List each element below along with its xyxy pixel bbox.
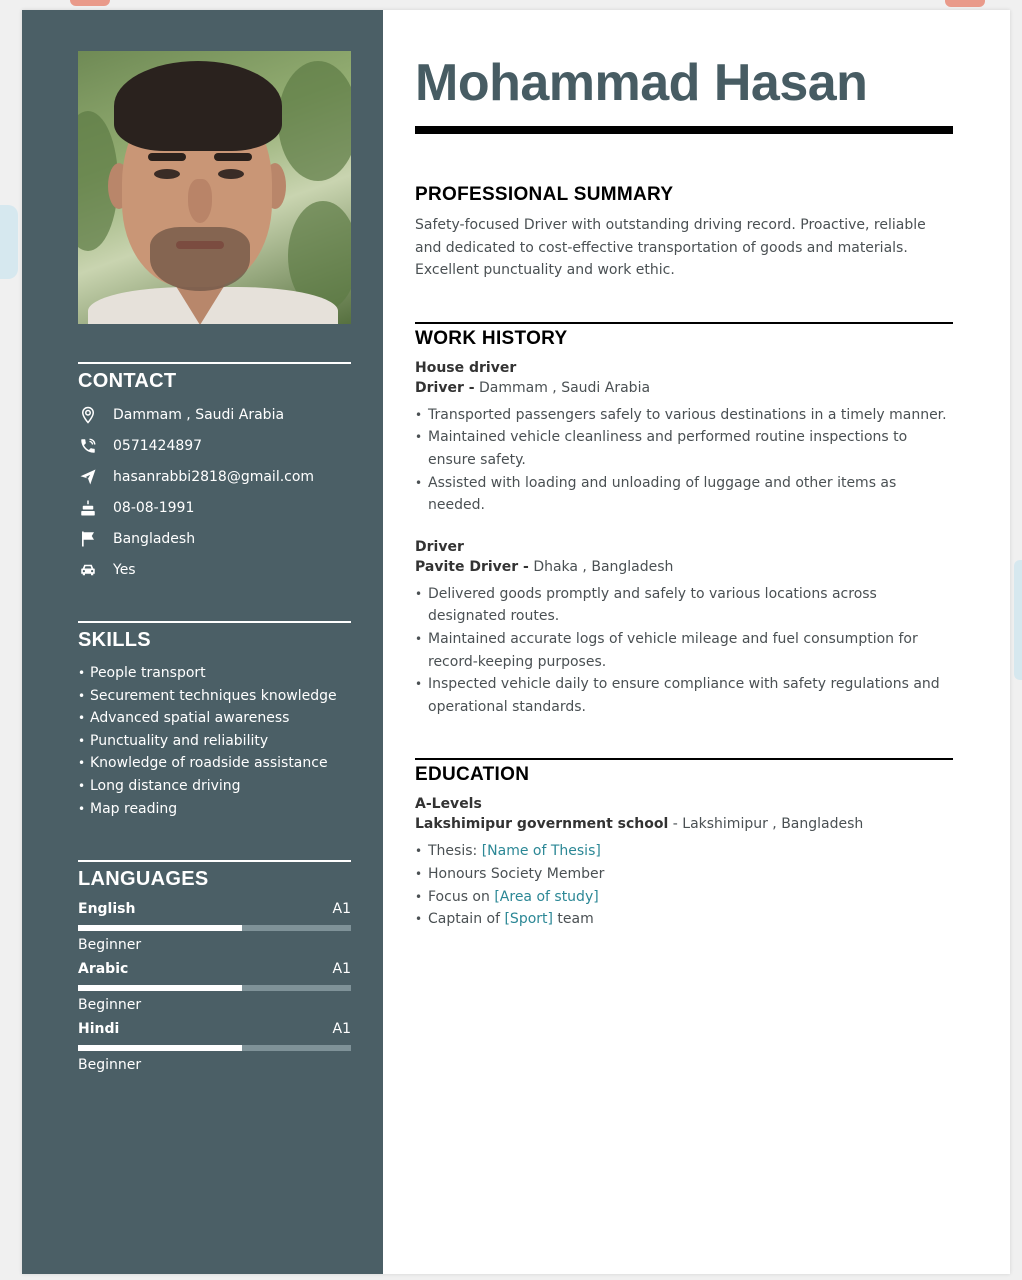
education-detail [415,840,953,863]
contact-nationality [78,523,351,554]
degree: A-Levels [415,796,482,813]
education-details [415,840,953,930]
car-icon [78,560,98,580]
language-proficiency-fill [78,1045,242,1051]
skill-item: • Long distance driving [78,775,351,798]
job-duty: • Maintained accurate logs of vehicle mileage and fuel consumption for record-keeping purposes. [415,628,953,673]
education-heading: EDUCATION [415,764,530,786]
education-detail [415,908,953,931]
thesis-placeholder-link[interactable]: [Name of Thesis] [481,843,601,860]
divider [78,860,351,862]
language-code: A1 [332,1021,351,1038]
job-entry [415,539,953,719]
summary-text: Safety-focused Driver with outstanding driving record. Proactive, reliable and dedicated to cost-effective transportation of goods and materials. Excellent punctuality and work ethic. [415,217,926,279]
flag-icon [78,529,98,549]
job-duty: • Assisted with loading and unloading of luggage and other items as needed. [415,472,953,517]
contact-location [78,399,351,430]
contact-driving-license-text: Yes [113,561,136,578]
divider [78,621,351,623]
skill-item: • Punctuality and reliability [78,730,351,753]
language-code: A1 [332,961,351,978]
language-english [78,901,351,953]
job-duties [415,404,953,517]
summary-section [415,184,953,282]
contact-heading: CONTACT [78,370,177,392]
language-code: A1 [332,901,351,918]
skills-list [78,662,351,820]
job-duties [415,583,953,719]
focus-placeholder-link[interactable]: [Area of study] [494,888,599,905]
work-history-section [415,322,953,719]
language-proficiency-bar [78,925,351,931]
focus-label: Focus on [428,888,495,905]
resume-page [22,10,1010,1274]
skill-item: • Knowledge of roadside assistance [78,752,351,775]
captain-label: Captain of [428,911,505,928]
language-level: Beginner [78,1057,142,1074]
school-name: Lakshimipur government school [415,816,669,833]
language-proficiency-fill [78,985,242,991]
name-underline [415,126,953,134]
background-shape [1014,560,1022,680]
contact-email-text: hasanrabbi2818@gmail.com [113,468,315,485]
background-shape [70,0,110,6]
job-location: Dammam , Saudi Arabia [479,379,651,396]
language-name: English [78,901,136,918]
contact-birthdate [78,492,351,523]
school-line [415,816,953,832]
job-duty: • Inspected vehicle daily to ensure compliance with safety regulations and operational standards. [415,673,953,718]
contact-phone[interactable] [78,430,351,461]
sidebar [22,10,383,1274]
thesis-label: Thesis: [428,843,482,860]
background-shape [0,205,18,279]
skill-item: • Map reading [78,798,351,821]
job-duty: • Delivered goods promptly and safely to various locations across designated routes. [415,583,953,628]
skill-item: • People transport [78,662,351,685]
language-arabic [78,961,351,1013]
language-proficiency-fill [78,925,242,931]
contact-driving-license [78,554,351,585]
languages-section [78,860,351,1073]
language-level: Beginner [78,997,142,1014]
languages-list [78,901,351,1073]
divider [415,758,953,760]
work-history-heading: WORK HISTORY [415,327,568,349]
job-role: Driver - [415,379,475,396]
contact-email[interactable] [78,461,351,492]
language-name: Hindi [78,1021,120,1038]
phone-icon [78,436,98,456]
contact-list [78,399,351,585]
education-entry [415,796,953,930]
education-section [415,758,953,930]
profile-photo [78,51,351,324]
language-level: Beginner [78,937,142,954]
send-icon [78,467,98,487]
job-duty: • Transported passengers safely to various destinations in a timely manner. [415,404,953,427]
contact-section [78,362,351,585]
job-location: Dhaka , Bangladesh [533,558,674,575]
school-location: - Lakshimipur , Bangladesh [672,816,864,833]
job-role: Pavite Driver - [415,558,529,575]
candidate-name: Mohammad Hasan [415,54,868,112]
captain-suffix: team [552,911,594,928]
education-detail [415,886,953,909]
language-proficiency-bar [78,1045,351,1051]
job-title: House driver [415,359,517,376]
main-content [383,10,1010,1274]
contact-birthdate-text: 08-08-1991 [113,499,195,516]
sport-placeholder-link[interactable]: [Sport] [504,911,553,928]
job-title: Driver [415,538,464,555]
summary-heading: PROFESSIONAL SUMMARY [415,184,674,205]
birthday-cake-icon [78,498,98,518]
language-proficiency-bar [78,985,351,991]
background-shape [945,0,985,7]
language-hindi [78,1021,351,1073]
job-entry [415,360,953,517]
job-subtitle [415,559,953,575]
contact-nationality-text: Bangladesh [113,530,196,547]
skill-item: • Advanced spatial awareness [78,707,351,730]
languages-heading: LANGUAGES [78,868,209,891]
language-name: Arabic [78,961,129,978]
education-detail: • Honours Society Member [415,863,953,886]
divider [415,322,953,324]
skills-section [78,621,351,820]
skill-item: • Securement techniques knowledge [78,685,351,708]
divider [78,362,351,364]
job-duty: • Maintained vehicle cleanliness and performed routine inspections to ensure safety. [415,426,953,471]
skills-heading: SKILLS [78,629,151,651]
contact-phone-text: 0571424897 [113,437,203,454]
job-subtitle [415,380,953,396]
contact-location-text: Dammam , Saudi Arabia [113,406,285,423]
location-pin-icon [78,405,98,425]
